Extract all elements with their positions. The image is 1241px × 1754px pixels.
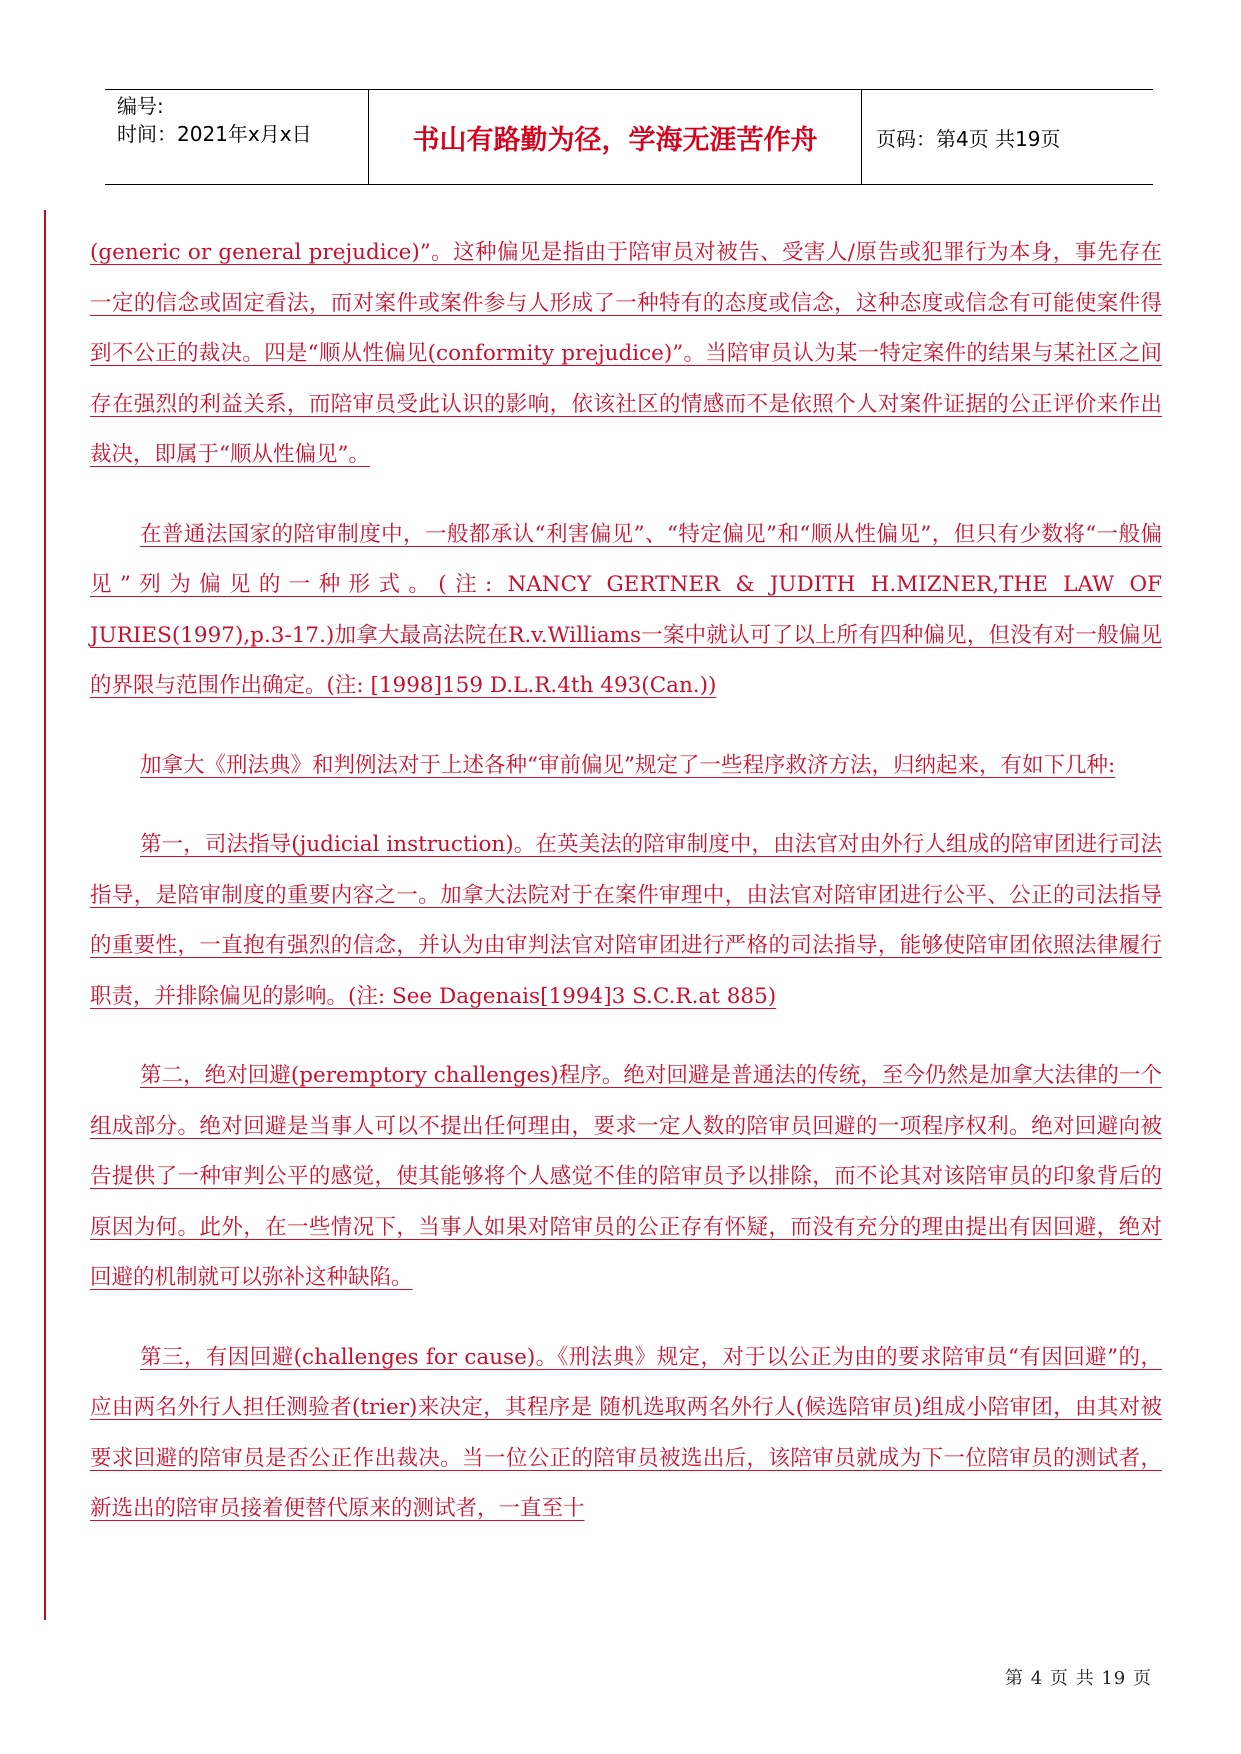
paragraph-prejudice-types: (generic or general prejudice)”。这种偏见是指由于陪审员对被告、受害人/原告或犯罪行为本身，事先存在一定的信念或固定看法，而对案件或案件参与人形成了一种特有的态度或信念，这种态度或信念有可能使案件得到不公正的裁决。四是“顺从性偏见(conformity prejudice)”。当陪审员认为某一特定案件的结果与某社区之间存在强烈的利益关系，而陪审员受此认识的影响，依该社区的情感而不是依照个人对案件证据的公正评价来作出裁决，即属于“顺从性偏见”。	[90, 240, 1162, 467]
document-body	[90, 228, 1162, 1564]
paragraph-peremptory-challenges: 第二，绝对回避(peremptory challenges)程序。绝对回避是普通法的传统，至今仍然是加拿大法律的一个组成部分。绝对回避是当事人可以不提出任何理由，要求一定人数的陪审员回避的一项程序权利。绝对回避向被告提供了一种审判公平的感觉，使其能够将个人感觉不佳的陪审员予以排除，而不论其对该陪审员的印象背后的原因为何。此外，在一些情况下，当事人如果对陪审员的公正存有怀疑，而没有充分的理由提出有因回避，绝对回避的机制就可以弥补这种缺陷。	[90, 1063, 1162, 1290]
paragraph-judicial-instruction: 第一，司法指导(judicial instruction)。在英美法的陪审制度中，由法官对由外行人组成的陪审团进行司法指导，是陪审制度的重要内容之一。加拿大法院对于在案件审理中，由法官对陪审团进行公平、公正的司法指导的重要性，一直抱有强烈的信念，并认为由审判法官对陪审团进行严格的司法指导，能够使陪审团依照法律履行职责，并排除偏见的影响。(注: See Dagenais[1994]3 S.C.R.at 885)	[90, 832, 1162, 1009]
time-label: 时间：2021年x月x日	[117, 122, 312, 146]
page-header	[105, 89, 1153, 185]
header-motto: 书山有路勤为径，学海无涯苦作舟	[369, 90, 862, 184]
number-label: 编号:	[117, 94, 164, 118]
page-footer: 第 4 页 共 19 页	[1005, 1668, 1152, 1689]
paragraph-remedies-intro: 加拿大《刑法典》和判例法对于上述各种“审前偏见”规定了一些程序救济方法，归纳起来，有如下几种:	[140, 752, 1116, 778]
paragraph-challenges-for-cause: 第三，有因回避(challenges for cause)。《刑法典》规定，对于以公正为由的要求陪审员“有因回避”的，应由两名外行人担任测验者(trier)来决定，其程序是 随机选取两名外行人(候选陪审员)组成小陪审团，由其对被要求回避的陪审员是否公正作出裁决。当一位公正的陪审员被选出后，该陪审员就成为下一位陪审员的测试者，新选出的陪审员接着便替代原来的测试者，一直至十	[90, 1344, 1162, 1521]
header-meta	[105, 90, 369, 184]
revision-margin-bar	[44, 210, 46, 1620]
paragraph-common-law: 在普通法国家的陪审制度中，一般都承认“利害偏见”、“特定偏见”和“顺从性偏见”，但只有少数将“一般偏见”列为偏见的一种形式。(注: NANCY GERTNER & JUDITH H.MIZNER,THE LAW OF JURIES(1997),p.3-17.)加拿大最高法院在R.v.Williams一案中就认可了以上所有四种偏见，但没有对一般偏见的界限与范围作出确定。(注: [1998]159 D.L.R.4th 493(Can.))	[90, 521, 1162, 698]
header-page-info: 页码：第4页 共19页	[876, 126, 1061, 151]
